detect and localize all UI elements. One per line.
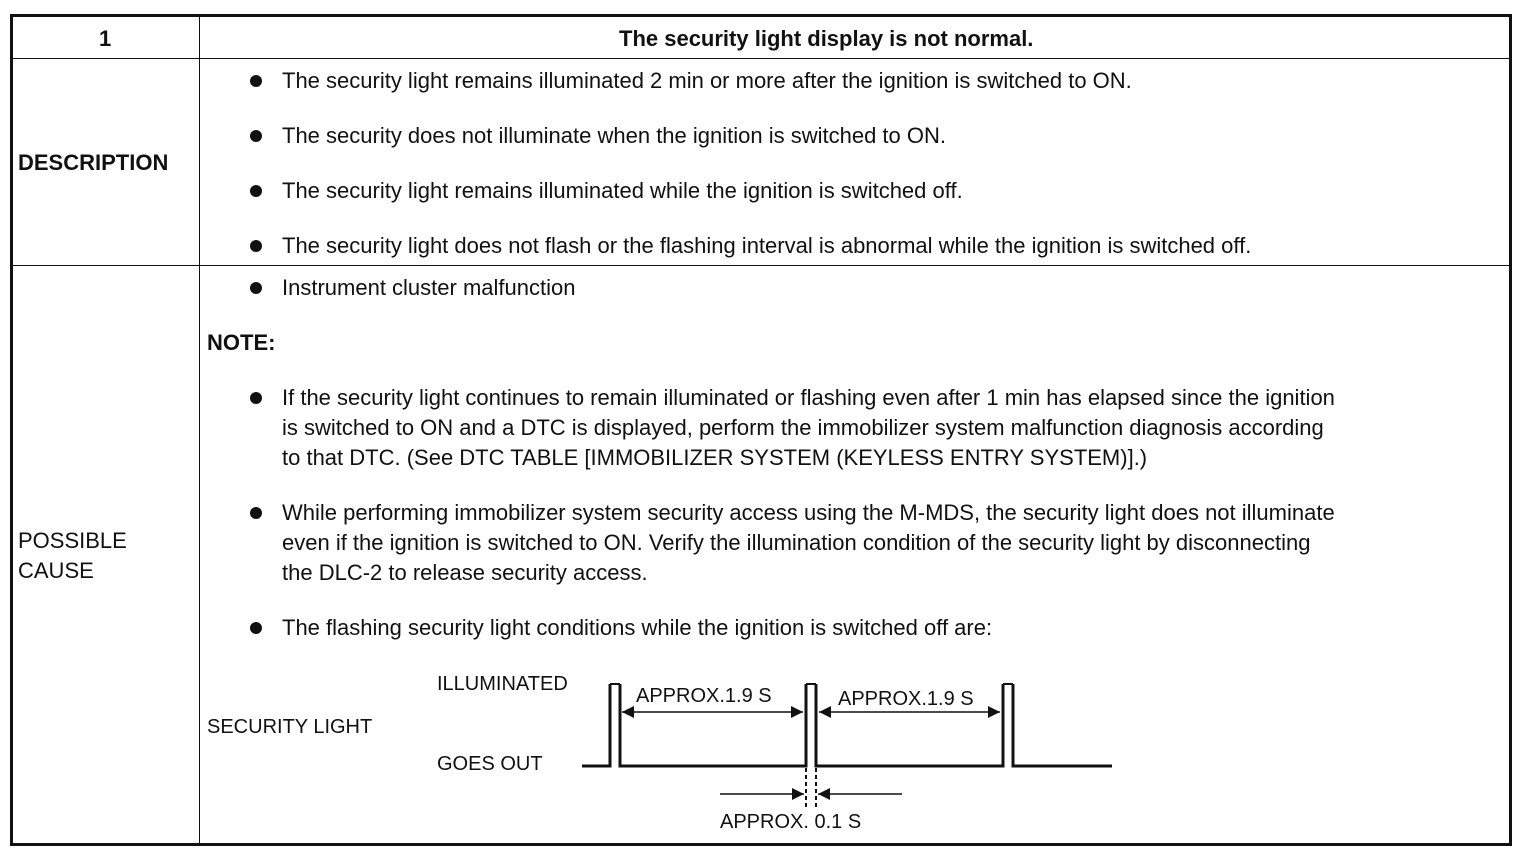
cause-item: Instrument cluster malfunction bbox=[282, 275, 576, 300]
description-item: The security light remains illuminated while the ignition is switched off. bbox=[282, 178, 963, 203]
note-line: If the security light continues to remain illuminated or flashing even after 1 min has elapsed since the ignition bbox=[282, 385, 1335, 410]
note-line: to that DTC. (See DTC TABLE [IMMOBILIZER SYSTEM (KEYLESS ENTRY SYSTEM)].) bbox=[282, 445, 1148, 470]
description-item: The security light does not flash or the flashing interval is abnormal while the ignition is switched off. bbox=[282, 233, 1252, 258]
interval-label-1: APPROX.1.9 S bbox=[636, 685, 772, 707]
note-line: is switched to ON and a DTC is displayed, perform the immobilizer system malfunction diagnosis according bbox=[282, 415, 1324, 440]
pulse-width-marker bbox=[720, 768, 902, 808]
interval-label-2: APPROX.1.9 S bbox=[838, 688, 974, 710]
note-label: NOTE: bbox=[207, 330, 276, 355]
table-number: 1 bbox=[99, 26, 112, 51]
table-title: The security light display is not normal. bbox=[619, 26, 1034, 51]
high-level-label: ILLUMINATED bbox=[437, 673, 568, 695]
note-line: While performing immobilizer system security access using the M-MDS, the security light does not illuminate bbox=[282, 500, 1335, 525]
description-label: DESCRIPTION bbox=[18, 150, 169, 175]
description-item: The security does not illuminate when the ignition is switched to ON. bbox=[282, 123, 946, 148]
description-item: The security light remains illuminated 2 min or more after the ignition is switched to ON. bbox=[282, 68, 1132, 93]
signal-label: SECURITY LIGHT bbox=[207, 716, 373, 738]
pulse-label: APPROX. 0.1 S bbox=[720, 811, 862, 833]
note-line: The flashing security light conditions while the ignition is switched off are: bbox=[282, 615, 993, 640]
note-line: even if the ignition is switched to ON. Verify the illumination condition of the security light by disconnecting bbox=[282, 530, 1311, 555]
low-level-label: GOES OUT bbox=[437, 753, 543, 775]
possible-cause-label-line2: CAUSE bbox=[18, 558, 94, 583]
possible-cause-label-line1: POSSIBLE bbox=[18, 528, 127, 553]
note-line: the DLC-2 to release security access. bbox=[282, 560, 648, 585]
